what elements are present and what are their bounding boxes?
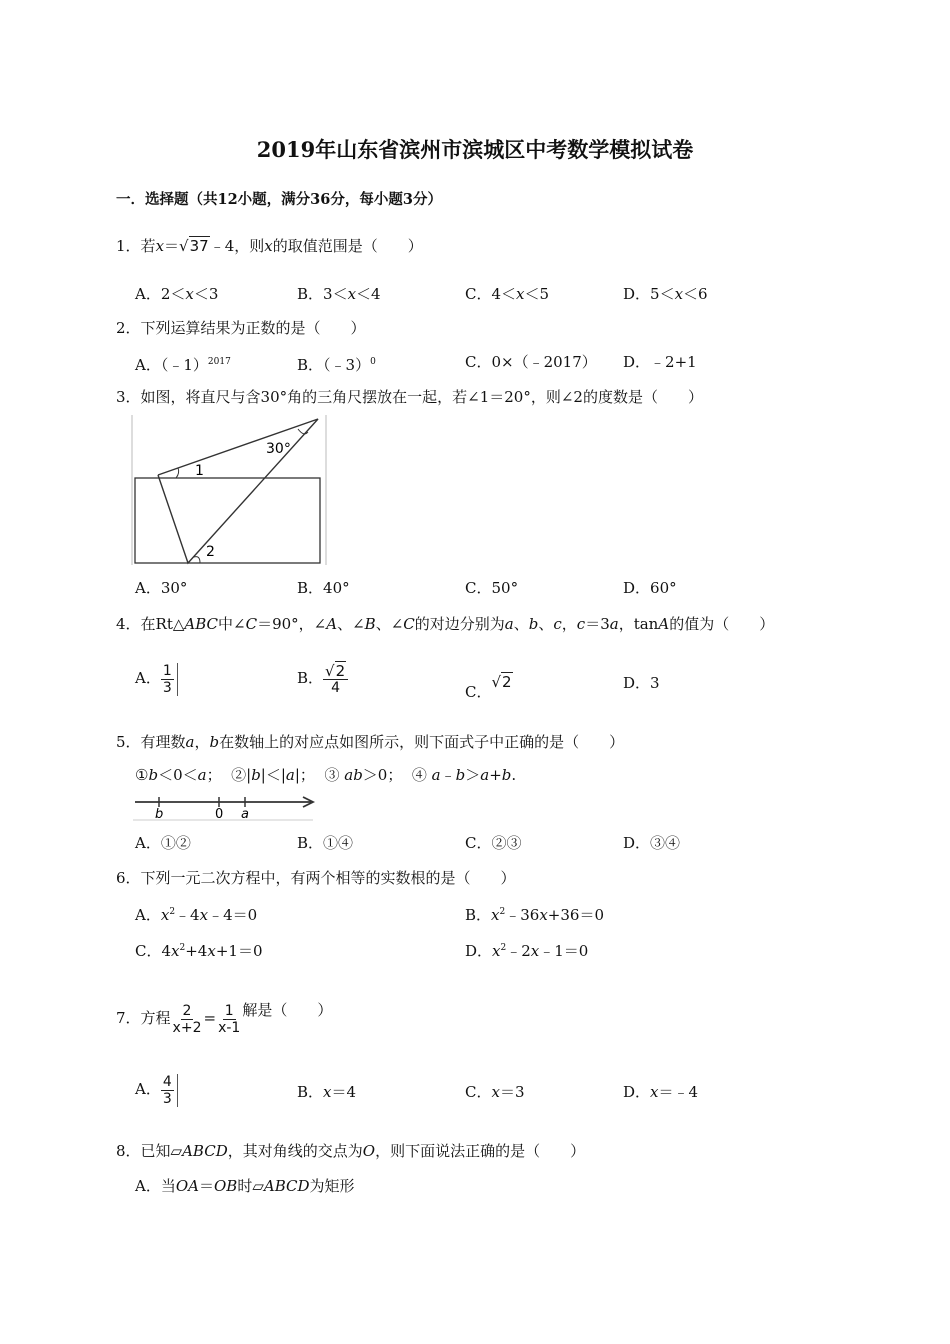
angle-1-arc xyxy=(176,468,179,478)
q1-option-b: B．3＜x＜4 xyxy=(297,285,381,303)
question-1: 1．若x＝√37﹣4，则x的取值范围是（ ） xyxy=(116,237,423,255)
number-line-figure xyxy=(133,793,318,823)
q3-option-a: A．30° xyxy=(135,579,188,597)
label-0: 0 xyxy=(215,807,224,822)
q7-option-b: B．x＝4 xyxy=(297,1083,357,1101)
q1-option-a: A．2＜x＜3 xyxy=(135,285,219,303)
q3-option-b: B．40° xyxy=(297,579,350,597)
q5-option-b: B．①④ xyxy=(297,834,354,852)
question-5: 5．有理数a，b在数轴上的对应点如图所示，则下面式子中正确的是（ ） xyxy=(116,733,625,751)
question-8: 8．已知▱ABCD，其对角线的交点为O，则下面说法正确的是（ ） xyxy=(116,1142,586,1160)
q5-statements: ①b＜0＜a； ②|b|＜|a|； ③ ab＞0； ④ a﹣b＞a+b. xyxy=(135,766,517,784)
q5-option-a: A．①② xyxy=(135,834,191,852)
triangle-shape xyxy=(158,419,318,563)
label-a: a xyxy=(241,807,249,822)
q7-option-c: C．x＝3 xyxy=(465,1083,525,1101)
q2-option-c: C．0×（﹣2017） xyxy=(465,353,597,371)
q4-option-a: A． $\frac{1}{3}$ xyxy=(135,660,178,696)
q3-option-d: D．60° xyxy=(623,579,677,597)
q7-option-d: D．x＝﹣4 xyxy=(623,1083,699,1101)
q6-option-b: B．$x^2﹣36x+36=0$ xyxy=(465,906,604,924)
question-2: 2．下列运算结果为正数的是（ ） xyxy=(116,319,366,337)
q1-option-c: C．4＜x＜5 xyxy=(465,285,550,303)
page-title: 2019年山东省滨州市滨城区中考数学模拟试卷 xyxy=(256,137,694,162)
q6-option-c: C．$4x^2+4x+1=0$ xyxy=(135,942,263,960)
q8-option-a: A．当OA＝OB时▱ABCD为矩形 xyxy=(135,1177,355,1195)
label-angle-2: 2 xyxy=(206,544,215,560)
question-3: 3．如图，将直尺与含30°角的三角尺摆放在一起，若∠1＝20°，则∠2的度数是（ ） xyxy=(116,388,703,406)
q5-option-c: C．②③ xyxy=(465,834,522,852)
ruler-triangle-figure xyxy=(130,415,330,570)
question-6: 6．下列一元二次方程中，有两个相等的实数根的是（ ） xyxy=(116,869,516,887)
fraction-4-3: $\frac{4}{3}$ xyxy=(161,1074,178,1107)
question-4: 4．在Rt△ABC中∠C＝90°，∠A、∠B、∠C的对边分别为a、b、c，c＝3a，tanA的值为（ ） xyxy=(116,615,775,633)
section-heading: 一．选择题（共12小题，满分36分，每小题3分） xyxy=(116,191,442,208)
question-7: 7．方程 $\frac{2}{x+2}$ = $\frac{1}{x-1}$ 解是（ ） xyxy=(116,1001,333,1036)
q5-option-d: D．③④ xyxy=(623,834,681,852)
q6-option-d: D．$x^2﹣2x﹣1=0$ xyxy=(465,942,589,960)
q7-option-a: A． $\frac{4}{3}$ xyxy=(135,1069,178,1109)
q4-option-d: D．3 xyxy=(623,674,660,692)
q2-option-d: D．﹣2+1 xyxy=(623,353,697,371)
q4-option-c: C．√2 xyxy=(465,673,512,701)
label-b: b xyxy=(155,807,164,822)
fraction-1-over-x-minus-1: $\frac{1}{x-1}$ xyxy=(218,1002,241,1036)
label-30: 30° xyxy=(266,441,291,457)
q6-option-a: A．$x^2﹣4x﹣4=0$ xyxy=(135,906,258,924)
fraction-2-over-x-plus-2: $\frac{2}{x+2}$ xyxy=(172,1002,202,1036)
sqrt-2: √2 xyxy=(491,673,512,691)
q2-option-a: A．（﹣1）$^{2017}$ xyxy=(135,356,231,374)
label-angle-1: 1 xyxy=(195,463,204,479)
fraction-1-3: $\frac{1}{3}$ xyxy=(161,663,178,696)
q2-option-b: B．（﹣3）$^0$ xyxy=(297,356,376,374)
angle-2-arc xyxy=(194,557,200,563)
fraction-sqrt2-4: $\frac{√2}{4}$ xyxy=(323,663,348,696)
sqrt-37: √37 xyxy=(179,237,209,255)
q1-option-d: D．5＜x＜6 xyxy=(623,285,708,303)
q4-option-b: B． $\frac{√2}{4}$ xyxy=(297,660,348,696)
q3-option-c: C．50° xyxy=(465,579,519,597)
